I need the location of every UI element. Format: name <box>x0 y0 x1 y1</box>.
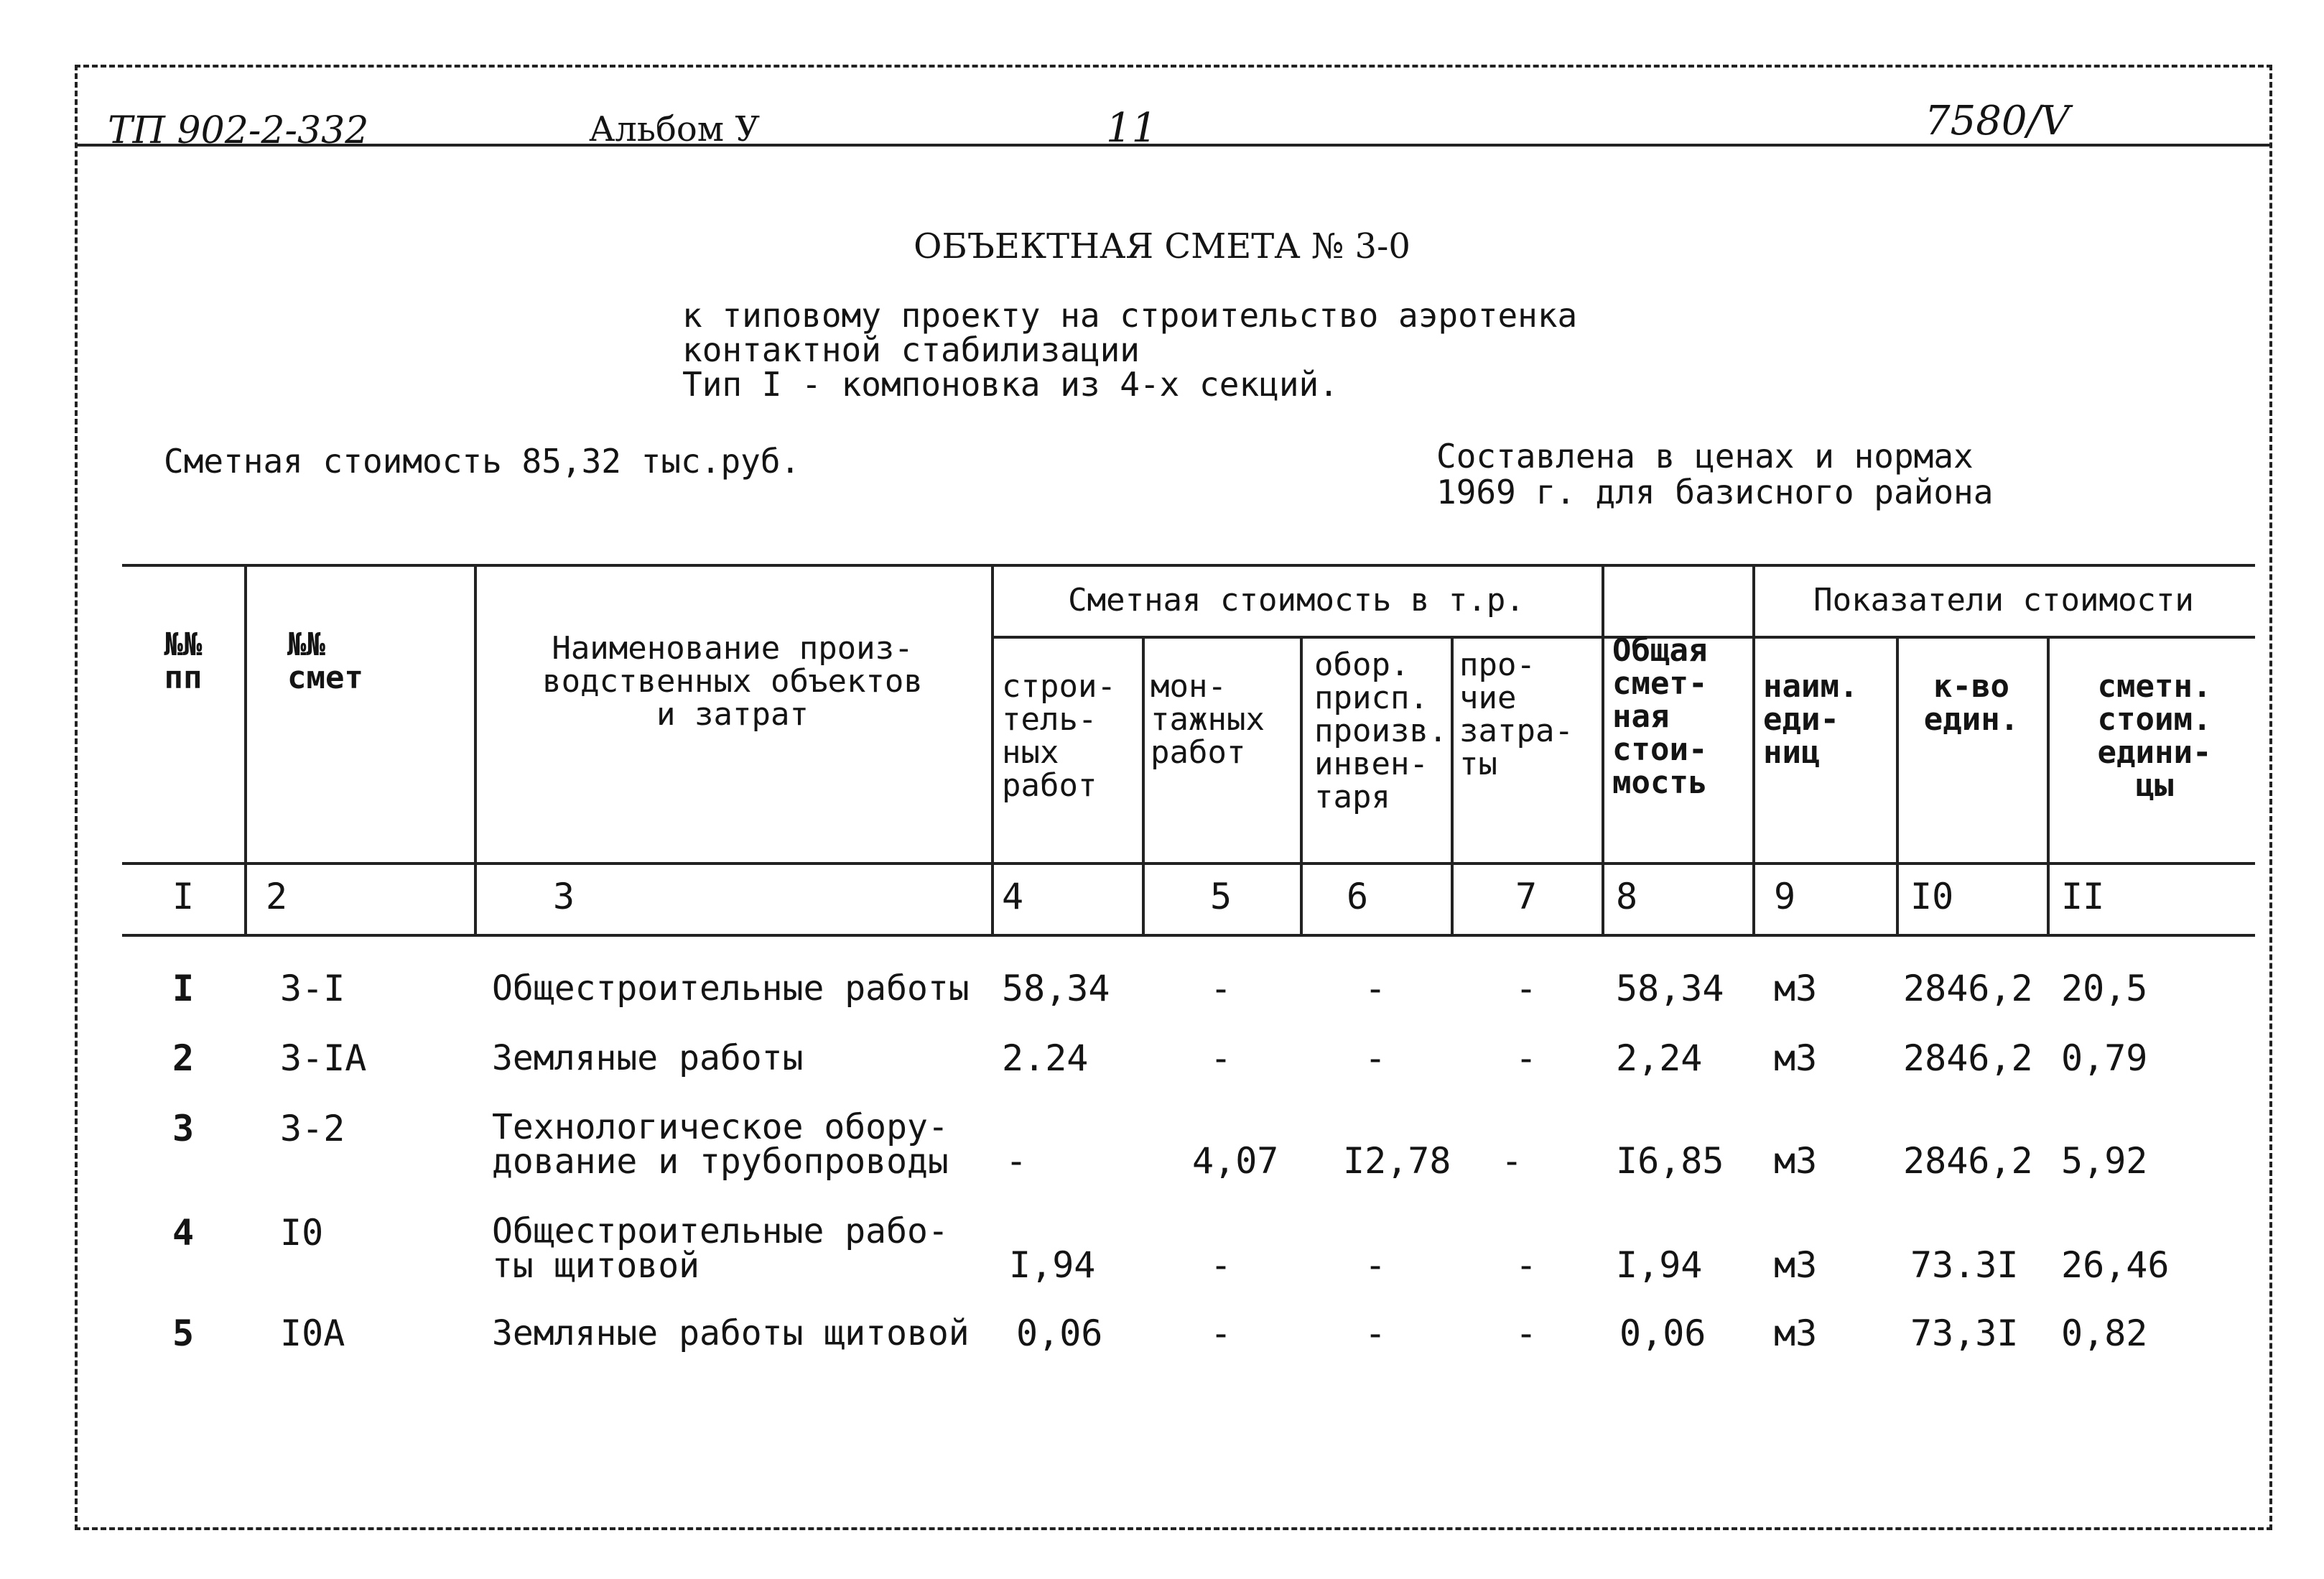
row-unit-cost: 5,92 <box>2061 1140 2148 1182</box>
row-unit: м3 <box>1774 968 1818 1009</box>
header-group-indicators: Показатели стоимости <box>1813 582 2194 619</box>
row-other: - <box>1515 1037 1538 1079</box>
col-divider-3 <box>991 564 994 934</box>
row-equip: - <box>1364 1037 1387 1079</box>
document-title: ОБЪЕКТНАЯ СМЕТА № 3-0 <box>914 226 1410 267</box>
row-other: - <box>1515 1312 1538 1354</box>
header-col-6: обор. присп. произв. инвен- таря <box>1314 647 1448 815</box>
header-col-5: мон- тажных работ <box>1151 668 1265 771</box>
row-name: Общестроительные работы <box>492 968 970 1009</box>
col-number-7: 7 <box>1515 876 1538 917</box>
row-total: 0,06 <box>1619 1312 1706 1354</box>
prices-note-line-1: Составлена в ценах и нормах <box>1436 437 1974 476</box>
header-col-3: Наименование произ- водственных объектов и затрат <box>542 630 923 733</box>
row-qty: 2846,2 <box>1903 1140 2033 1182</box>
col-divider-2 <box>474 564 477 934</box>
col-number-10: I0 <box>1910 876 1954 917</box>
header-group-cost: Сметная стоимость в т.р. <box>1068 582 1525 619</box>
row-name: Земляные работы щитовой <box>492 1313 970 1353</box>
header-col-11: сметн. стоим. едини- цы <box>2097 668 2212 804</box>
row-smeta: I0 <box>280 1212 324 1254</box>
row-build: 58,34 <box>1002 968 1110 1009</box>
header-col-4: строи- тель- ных работ <box>1002 668 1116 804</box>
col-divider-8 <box>1752 564 1755 934</box>
column-number-rule <box>122 934 2255 937</box>
header-bottom-rule <box>122 862 2255 865</box>
row-qty: 73,3I <box>1910 1312 2019 1354</box>
subtitle-line-1: к типовому проекту на строительство аэротенка <box>682 296 1578 335</box>
row-name: Общестроительные рабо- ты щитовой <box>492 1211 949 1286</box>
row-qty: 2846,2 <box>1903 1037 2033 1079</box>
col-divider-10 <box>2047 636 2050 934</box>
project-code: ТП 902-2-332 <box>108 109 369 152</box>
col-number-3: 3 <box>552 876 575 917</box>
row-mount: - <box>1209 1312 1232 1354</box>
row-qty: 2846,2 <box>1903 968 2033 1009</box>
row-equip: - <box>1364 1244 1387 1286</box>
row-unit: м3 <box>1774 1244 1818 1286</box>
estimated-cost: Сметная стоимость 85,32 тыс.руб. <box>164 442 801 481</box>
row-equip: - <box>1364 968 1387 1009</box>
row-unit-cost: 0,79 <box>2061 1037 2148 1079</box>
row-number: 4 <box>172 1212 195 1254</box>
row-other: - <box>1515 1244 1538 1286</box>
row-total: I,94 <box>1616 1244 1703 1286</box>
col-number-5: 5 <box>1209 876 1232 917</box>
row-unit: м3 <box>1774 1312 1818 1354</box>
row-build: - <box>1005 1140 1028 1182</box>
header-col-8: Общая смет- ная стои- мость <box>1612 632 1708 801</box>
row-mount: - <box>1209 968 1232 1009</box>
row-equip: I2,78 <box>1343 1140 1451 1182</box>
row-name: Технологическое обору- дование и трубопроводы <box>492 1107 949 1182</box>
row-number: I <box>172 968 195 1009</box>
row-unit: м3 <box>1774 1037 1818 1079</box>
header-col-2: №№ смет <box>287 626 363 696</box>
row-smeta: I0A <box>280 1312 345 1354</box>
col-number-6: 6 <box>1346 876 1369 917</box>
document-number: 7580/V <box>1925 98 2070 144</box>
row-smeta: 3-IA <box>280 1037 367 1079</box>
col-number-4: 4 <box>1002 876 1024 917</box>
subtitle-line-3: Тип I - компоновка из 4-х секций. <box>682 365 1339 404</box>
header-col-1: №№ пп <box>164 626 203 696</box>
album-label: Альбом У <box>589 109 761 149</box>
row-build: I,94 <box>1009 1244 1096 1286</box>
row-mount: - <box>1209 1244 1232 1286</box>
col-number-11: II <box>2061 876 2105 917</box>
prices-note-line-2: 1969 г. для базисного района <box>1436 473 1994 511</box>
row-number: 2 <box>172 1037 195 1079</box>
header-col-9: наим. еди- ниц <box>1763 668 1859 771</box>
header-col-7: про- чие затра- ты <box>1459 647 1574 782</box>
row-qty: 73.3I <box>1910 1244 2019 1286</box>
col-number-8: 8 <box>1616 876 1638 917</box>
col-number-1: I <box>172 876 195 917</box>
row-equip: - <box>1364 1312 1387 1354</box>
subtitle-line-2: контактной стабилизации <box>682 330 1140 369</box>
col-divider-7 <box>1602 564 1604 934</box>
row-unit-cost: 26,46 <box>2061 1244 2170 1286</box>
row-other: - <box>1501 1140 1523 1182</box>
row-smeta: 3-I <box>280 968 345 1009</box>
row-unit: м3 <box>1774 1140 1818 1182</box>
header-col-10: к-во един. <box>1923 668 2019 738</box>
row-other: - <box>1515 968 1538 1009</box>
row-total: 2,24 <box>1616 1037 1703 1079</box>
col-number-9: 9 <box>1774 876 1796 917</box>
row-total: 58,34 <box>1616 968 1724 1009</box>
table-top-rule <box>122 564 2255 567</box>
row-unit-cost: 0,82 <box>2061 1312 2148 1354</box>
row-name: Земляные работы <box>492 1038 804 1078</box>
row-total: I6,85 <box>1616 1140 1724 1182</box>
row-smeta: 3-2 <box>280 1108 345 1149</box>
estimate-table <box>122 564 2255 1555</box>
row-unit-cost: 20,5 <box>2061 968 2148 1009</box>
col-number-2: 2 <box>266 876 288 917</box>
col-divider-1 <box>244 564 247 934</box>
row-build: 2.24 <box>1002 1037 1089 1079</box>
row-build: 0,06 <box>1016 1312 1103 1354</box>
row-number: 3 <box>172 1108 195 1149</box>
row-mount: 4,07 <box>1192 1140 1279 1182</box>
page-number: 11 <box>1106 105 1158 152</box>
row-mount: - <box>1209 1037 1232 1079</box>
row-number: 5 <box>172 1312 195 1354</box>
